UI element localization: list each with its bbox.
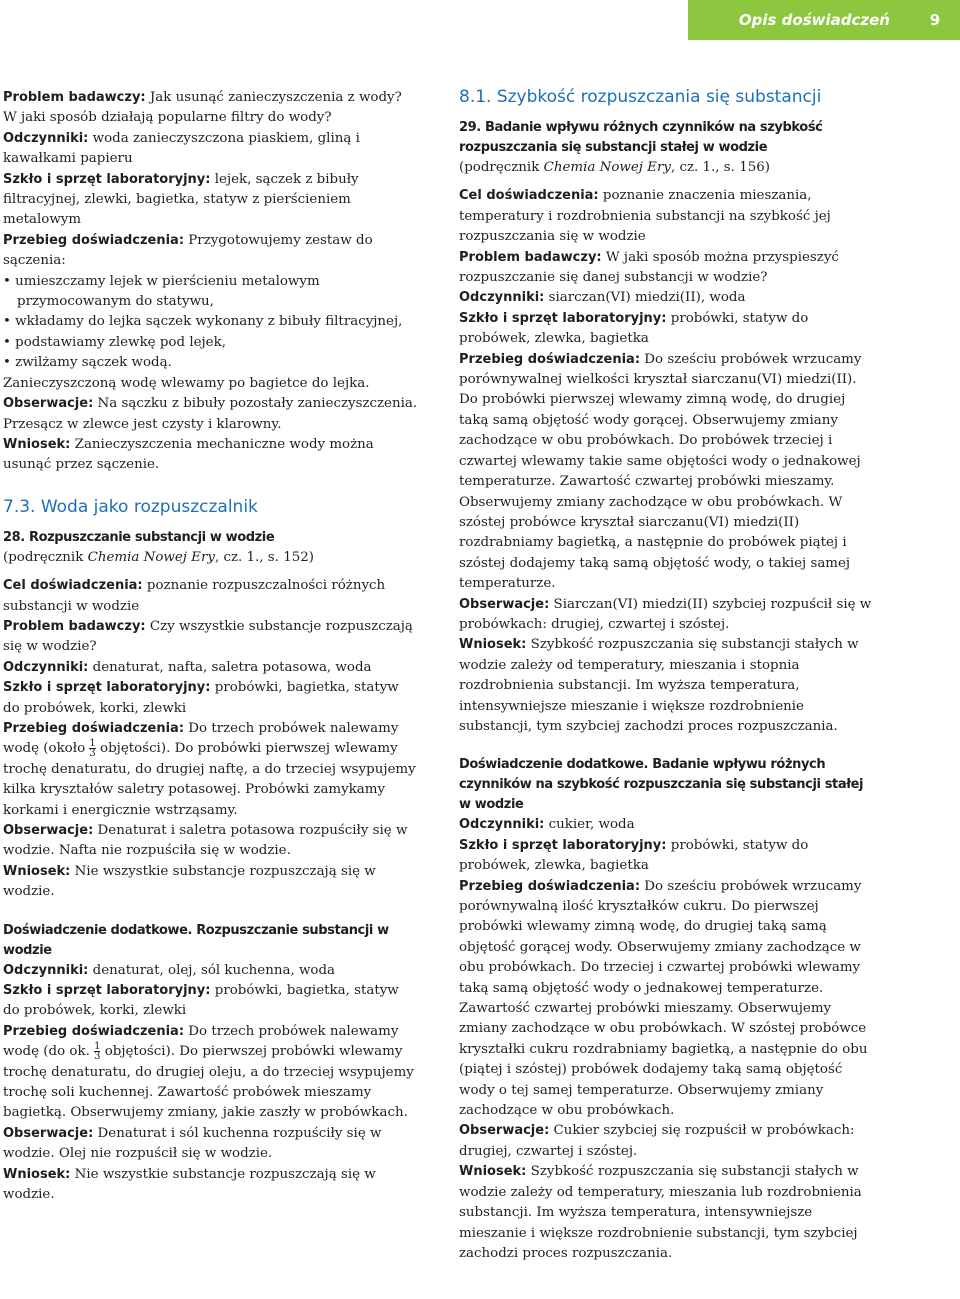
- reagents-text: denaturat, olej, sól kuchenna, woda: [88, 962, 336, 978]
- page-number: 9: [929, 11, 941, 29]
- extra-reagents: [459, 815, 875, 835]
- problem-text: W jaki sposób można przyspieszyć rozpuszczanie się danej substancji w wodzie?: [459, 249, 839, 286]
- reagents-text: siarczan(VI) miedzi(II), woda: [544, 290, 746, 306]
- exp28-reagents: [3, 658, 419, 678]
- course-label: Przebieg doświadczenia:: [3, 232, 185, 248]
- extra-experiment-title: Doświadczenie dodatkowe. Badanie wpływu różnych czynników na szybkość rozpuszczania się substancji stałej w wodzie: [459, 757, 864, 813]
- reagents-label: Odczynniki:: [3, 130, 89, 146]
- observations-label: Obserwacje:: [3, 1125, 94, 1141]
- extra-reagents: [3, 961, 419, 981]
- bullet-item: • umieszczamy lejek w pierścieniu metalowym przymocowanym do statywu,: [3, 273, 320, 310]
- reagents-label: Odczynniki:: [3, 659, 89, 675]
- exp28-conclusion: [3, 862, 419, 903]
- bullet-item: • wkładamy do lejka sączek wykonany z bibuły filtracyjnej,: [3, 314, 403, 330]
- right-column: [459, 84, 875, 1264]
- extra-conclusion: [3, 1165, 419, 1206]
- intro-problem: [3, 88, 419, 129]
- conclusion-label: Wniosek:: [459, 1164, 527, 1180]
- extra-observations: [459, 1121, 875, 1162]
- reagents-label: Odczynniki:: [459, 817, 545, 833]
- experiment-title: 29. Badanie wpływu różnych czynników na szybkość rozpuszczania się substancji stałej w wodzie: [459, 120, 823, 155]
- spacer: [459, 737, 875, 755]
- course-text-b: objętości). Do pierwszej probówki wlewamy trochę denaturatu, do drugiej oleju, a do trzeciej wsypujemy trochę soli kuchennej. Zawartość probówek mieszamy bagietką. Obserwujemy zmiany, jakie zaszły w probówkach.: [3, 1044, 414, 1121]
- reagents-text: denaturat, nafta, saletra potasowa, woda: [88, 659, 372, 675]
- left-column: [3, 88, 419, 1206]
- goal-label: Cel doświadczenia:: [3, 578, 143, 594]
- observations-text: Cukier szybciej się rozpuścił w probówkach: drugiej, czwartej i szóstej.: [459, 1123, 855, 1159]
- conclusion-text: Nie wszystkie substancje rozpuszczają się w wodzie.: [3, 1166, 376, 1203]
- header-title: Opis doświadczeń: [738, 11, 890, 29]
- course-text-b: objętości). Do probówki pierwszej wlewamy trochę denaturatu, do drugiej naftę, a do trzeciej wsypujemy kilka kryształów saletry potasowej. Probówki zamykamy korkami i energicznie wstrząsamy.: [3, 741, 416, 818]
- observations-label: Obserwacje:: [3, 823, 94, 838]
- intro-conclusion: [3, 435, 419, 476]
- goal-text: poznanie znaczenia mieszania, temperatury i rozdrobnienia substancji na szybkość jej rozpuszczania się w wodzie: [459, 188, 831, 245]
- exp29-problem: [459, 248, 875, 289]
- ref-book: Chemia Nowej Ery: [87, 549, 215, 565]
- fraction-denominator: 3: [94, 1051, 101, 1063]
- extra-glass: [3, 981, 419, 1022]
- extra-experiment-title: Doświadczenie dodatkowe. Rozpuszczanie substancji w wodzie: [3, 922, 389, 958]
- spacer: [3, 476, 419, 494]
- exp29-glass: [459, 309, 875, 350]
- reagents-label: Odczynniki:: [3, 962, 89, 978]
- exp28-goal: [3, 576, 419, 617]
- glass-text: probówki, bagietka, statyw do probówek, korki, zlewki: [3, 983, 399, 1019]
- observations-label: Obserwacje:: [3, 396, 94, 412]
- course-text-a: Do trzech probówek nalewamy wodę (do ok.: [3, 1023, 399, 1060]
- conclusion-text: Szybkość rozpuszczania się substancji stałych w wodzie zależy od temperatury, mieszania lub rozdrobnienia substancji. Im wyższa temperatura, intensywniejsze mieszanie i większe rozdrobnienie substancji, tym szybciej zachodzi proces rozpuszczania.: [459, 1164, 862, 1261]
- reagents-text: woda zanieczyszczona piaskiem, gliną i kawałkami papieru: [3, 130, 360, 167]
- observations-text: Denaturat i saletra potasowa rozpuściły się w wodzie. Nafta nie rozpuściła się w wodzie.: [3, 823, 408, 859]
- exp28-glass: [3, 678, 419, 719]
- problem-text: Jak usunąć zanieczyszczenia z wody? W jaki sposób działają popularne filtry do wody?: [3, 90, 402, 126]
- glass-text: probówki, statyw do probówek, zlewka, bagietka: [459, 310, 809, 347]
- ref-suffix: , cz. 1., s. 156): [670, 160, 770, 175]
- conclusion-label: Wniosek:: [3, 1166, 71, 1182]
- glass-label: Szkło i sprzęt laboratoryjny:: [459, 837, 667, 853]
- intro-reagents: [3, 129, 419, 170]
- experiment-title: 28. Rozpuszczanie substancji w wodzie: [3, 529, 275, 545]
- extra-course: [459, 877, 875, 1122]
- extra-conclusion: [459, 1162, 875, 1264]
- course-label: Przebieg doświadczenia:: [3, 720, 185, 736]
- goal-text: poznanie rozpuszczalności różnych substancji w wodzie: [3, 578, 386, 614]
- extra-observations: [3, 1124, 419, 1165]
- conclusion-label: Wniosek:: [459, 637, 527, 653]
- ref-prefix: (podręcznik: [3, 549, 88, 565]
- page-header-bar: [688, 0, 960, 40]
- conclusion-text: Zanieczyszczenia mechaniczne wody można usunąć przez sączenie.: [3, 436, 374, 473]
- textbook-reference: [459, 158, 875, 178]
- glass-text: lejek, sączek z bibuły filtracyjnej, zlewki, bagietka, statyw z pierścieniem metalowym: [3, 171, 359, 228]
- section-heading: 7.3. Woda jako rozpuszczalnik: [3, 496, 258, 517]
- exp29-course: [459, 350, 875, 595]
- ref-book: Chemia Nowej Ery: [543, 160, 671, 175]
- intro-glass: [3, 170, 419, 231]
- glass-label: Szkło i sprzęt laboratoryjny:: [3, 171, 211, 187]
- observations-text: Na sączku z bibuły pozostały zanieczyszczenia. Przesącz w zlewce jest czysty i klarowny.: [3, 396, 418, 432]
- ref-prefix: (podręcznik: [459, 160, 544, 175]
- conclusion-text: Nie wszystkie substancje rozpuszczają się w wodzie.: [3, 863, 376, 900]
- observations-label: Obserwacje:: [459, 1123, 550, 1139]
- section-heading: 8.1. Szybkość rozpuszczania się substancji: [459, 87, 822, 107]
- exp29-reagents: [459, 288, 875, 308]
- course-label: Przebieg doświadczenia:: [459, 878, 641, 894]
- glass-label: Szkło i sprzęt laboratoryjny:: [459, 310, 667, 326]
- conclusion-label: Wniosek:: [3, 436, 71, 452]
- exp29-goal: [459, 186, 875, 247]
- intro-course: [3, 231, 419, 272]
- reagents-text: cukier, woda: [544, 817, 635, 833]
- course-text-a: Do trzech probówek nalewamy wodę (około: [3, 720, 399, 757]
- observations-text: Siarczan(VI) miedzi(II) szybciej rozpuścił się w probówkach: drugiej, czwartej i szóstej.: [459, 596, 872, 632]
- spacer: [3, 903, 419, 921]
- extra-glass: [459, 836, 875, 877]
- extra-course: [3, 1022, 419, 1124]
- textbook-reference: [3, 548, 419, 568]
- course-label: Przebieg doświadczenia:: [459, 351, 641, 367]
- glass-text: probówki, statyw do probówek, zlewka, bagietka: [459, 837, 809, 874]
- intro-observations: [3, 394, 419, 435]
- bullet-item: • zwilżamy sączek wodą.: [3, 355, 172, 371]
- fraction-numerator: 1: [89, 738, 96, 750]
- glass-text: probówki, bagietka, statyw do probówek, korki, zlewki: [3, 680, 399, 716]
- observations-label: Obserwacje:: [459, 596, 550, 612]
- course-label: Przebieg doświadczenia:: [3, 1023, 185, 1039]
- exp29-observations: [459, 595, 875, 636]
- goal-label: Cel doświadczenia:: [459, 188, 599, 204]
- exp28-observations: [3, 821, 419, 862]
- exp28-course: [3, 719, 419, 821]
- problem-label: Problem badawczy:: [3, 90, 146, 105]
- problem-label: Problem badawczy:: [459, 249, 602, 265]
- reagents-label: Odczynniki:: [459, 290, 545, 306]
- ref-suffix: , cz. 1., s. 152): [214, 549, 314, 565]
- observations-text: Denaturat i sól kuchenna rozpuściły się w wodzie. Olej nie rozpuścił się w wodzie.: [3, 1125, 382, 1162]
- glass-label: Szkło i sprzęt laboratoryjny:: [3, 983, 211, 999]
- exp29-conclusion: [459, 635, 875, 737]
- fraction-denominator: 3: [89, 748, 96, 760]
- course-text: Do sześciu probówek wrzucamy porównywalnej wielkości kryształ siarczanu(VI) miedzi(II). Do probówki pierwszej wlewamy zimną wodę, do drugiej taką samą objętość wody gorącej. Obserwujemy zmiany zachodzące w obu probówkach. Do probówek trzeciej i czwartej wlewamy takie same objętości wody o jednakowej temperaturze. Zawartość czwartej probówki mieszamy. Obserwujemy zmiany zachodzące w obu probówkach. W szóstej probówce kryształ siarczanu(VI) miedzi(II) rozdrabniamy bagietką, a następnie do probówek piątej i szóstej dodajemy taką samą objętość wody, o takiej samej temperaturze.: [459, 351, 862, 592]
- problem-label: Problem badawczy:: [3, 618, 146, 634]
- exp28-problem: [3, 617, 419, 658]
- glass-label: Szkło i sprzęt laboratoryjny:: [3, 680, 211, 696]
- intro-after: Zanieczyszczoną wodę wlewamy po bagietce do lejka.: [3, 375, 370, 391]
- conclusion-label: Wniosek:: [3, 863, 71, 879]
- problem-text: Czy wszystkie substancje rozpuszczają się w wodzie?: [3, 618, 413, 655]
- bullet-item: • podstawiamy zlewkę pod lejek,: [3, 334, 226, 350]
- course-text: Przygotowujemy zestaw do sączenia:: [3, 232, 373, 269]
- course-text: Do sześciu probówek wrzucamy porównywalną ilość kryształków cukru. Do pierwszej probówki wlewamy zimną wodę, do drugiej taką samą objętość gorącej wody. Obserwujemy zmiany zachodzące w obu probówkach. Do trzeciej i czwartej probówki wlewamy taką samą objętość wody o jednakowej temperaturze. Zawartość czwartej probówki mieszamy. Obserwujemy zmiany zachodzące w obu probówkach. W szóstej probówce kryształki cukru rozdrabniamy bagietką, a następnie do obu (piątej i szóstej) probówek dodajemy taką samą objętość wody o tej samej temperaturze. Obserwujemy zmiany zachodzące w obu probówkach.: [459, 878, 868, 1119]
- conclusion-text: Szybkość rozpuszczania się substancji stałych w wodzie zależy od temperatury, mieszania i stopnia rozdrobnienia substancji. Im wyższa temperatura, intensywniejsze mieszanie i większe rozdrobnienie substancji, tym szybciej zachodzi proces rozpuszczania.: [459, 637, 859, 734]
- fraction-numerator: 1: [94, 1041, 101, 1053]
